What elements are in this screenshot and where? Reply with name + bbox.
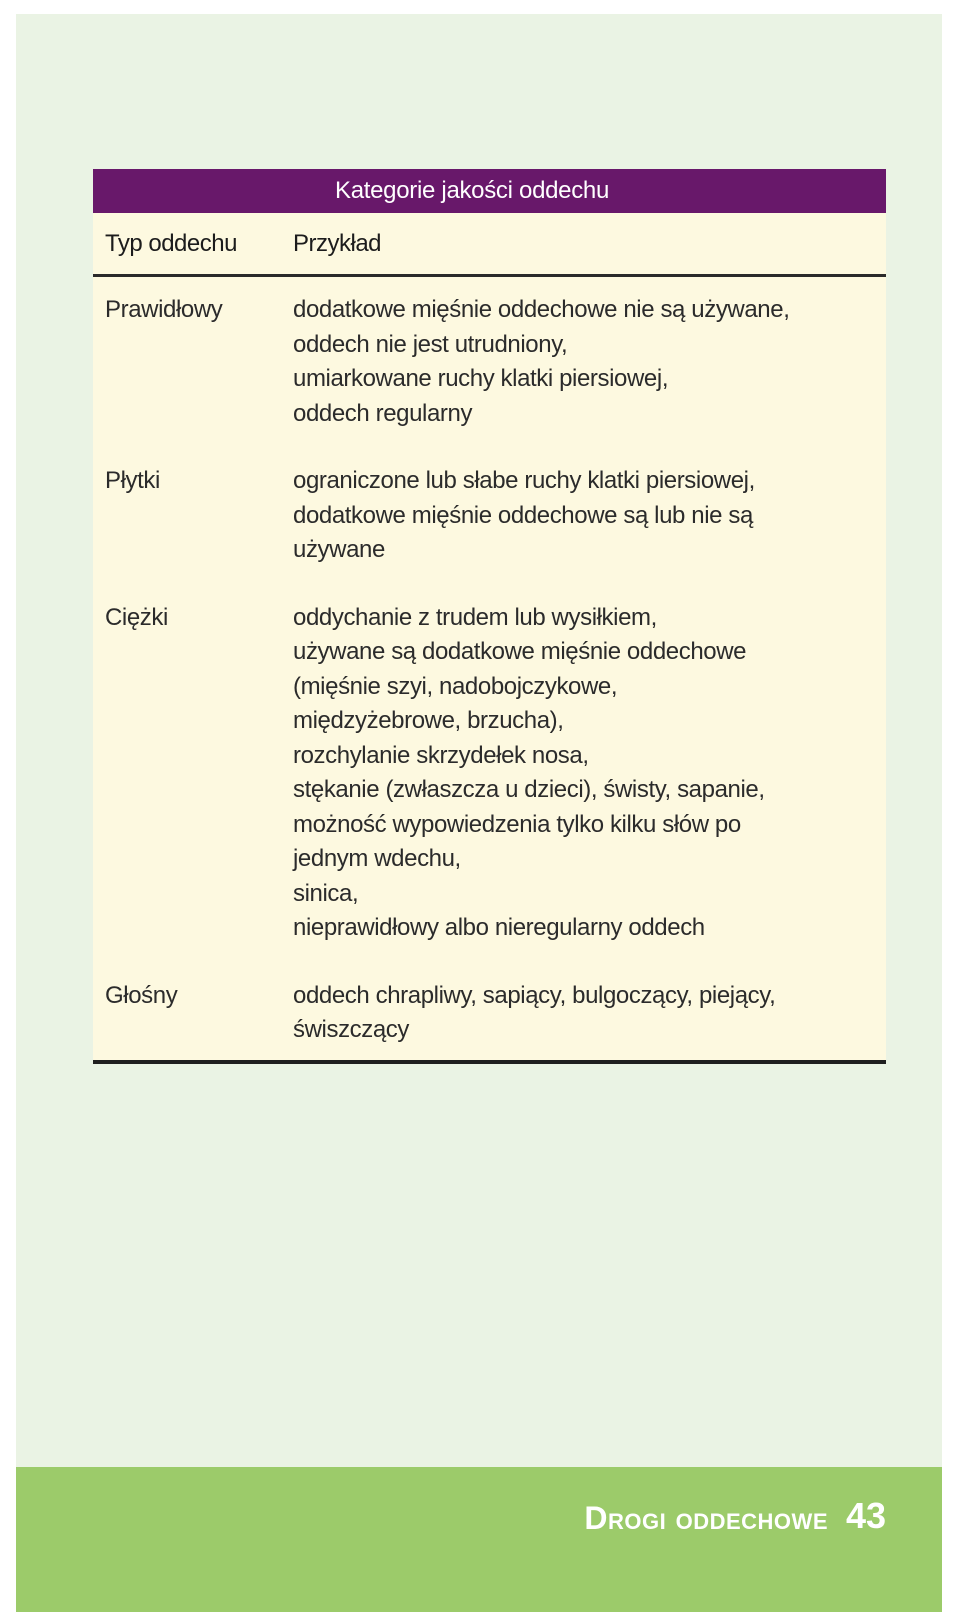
example-line: oddech regularny <box>293 399 473 427</box>
row-type: Ciężki <box>105 603 168 631</box>
example-line: dodatkowe mięśnie oddechowe nie są używane, <box>293 296 790 323</box>
page-number: 43 <box>845 1495 886 1536</box>
example-line: umiarkowane ruchy klatki piersiowej, <box>293 365 669 392</box>
example-line: świszczący <box>293 1016 410 1043</box>
example-line: oddech nie jest utrudniony, <box>293 330 568 358</box>
example-line: (mięśnie szyi, nadobojczykowe, <box>293 672 618 700</box>
table-row <box>93 293 886 431</box>
row-type: Płytki <box>105 467 160 494</box>
row-example <box>293 601 886 946</box>
page <box>16 14 942 1612</box>
table-body <box>93 277 886 1060</box>
section-title: Drogi oddechowe <box>584 1500 828 1536</box>
example-line: sinica, <box>293 879 359 907</box>
breathing-quality-table <box>93 169 886 1064</box>
example-line: rozchylanie skrzydełek nosa, <box>293 741 589 769</box>
row-type: Prawidłowy <box>105 296 223 323</box>
example-line: oddychanie z trudem lub wysiłkiem, <box>293 603 657 631</box>
row-example <box>293 464 886 568</box>
example-line: stękanie (zwłaszcza u dzieci), świsty, sapanie, <box>293 776 765 803</box>
table-title: Kategorie jakości oddechu <box>93 169 886 213</box>
example-line: dodatkowe mięśnie oddechowe są lub nie są <box>293 501 753 529</box>
table-row <box>93 979 886 1048</box>
footer-band <box>16 1467 942 1612</box>
example-line: ograniczone lub słabe ruchy klatki piersiowej, <box>293 467 755 494</box>
example-line: używane <box>293 536 385 563</box>
example-line: możność wypowiedzenia tylko kilku słów po <box>293 810 741 838</box>
table-row <box>93 464 886 568</box>
header-example: Przykład <box>293 229 382 257</box>
row-example <box>293 293 886 431</box>
example-line: oddech chrapliwy, sapiący, bulgoczący, piejący, <box>293 981 776 1009</box>
header-type: Typ oddechu <box>105 229 237 257</box>
example-line: używane są dodatkowe mięśnie oddechowe <box>293 638 747 665</box>
row-example <box>293 979 886 1048</box>
example-line: nieprawidłowy albo nieregularny oddech <box>293 914 705 941</box>
example-line: jednym wdechu, <box>293 845 461 872</box>
table-header-row <box>93 213 886 277</box>
table-row <box>93 601 886 946</box>
row-type: Głośny <box>105 981 178 1009</box>
example-line: międzyżebrowe, brzucha), <box>293 707 564 734</box>
